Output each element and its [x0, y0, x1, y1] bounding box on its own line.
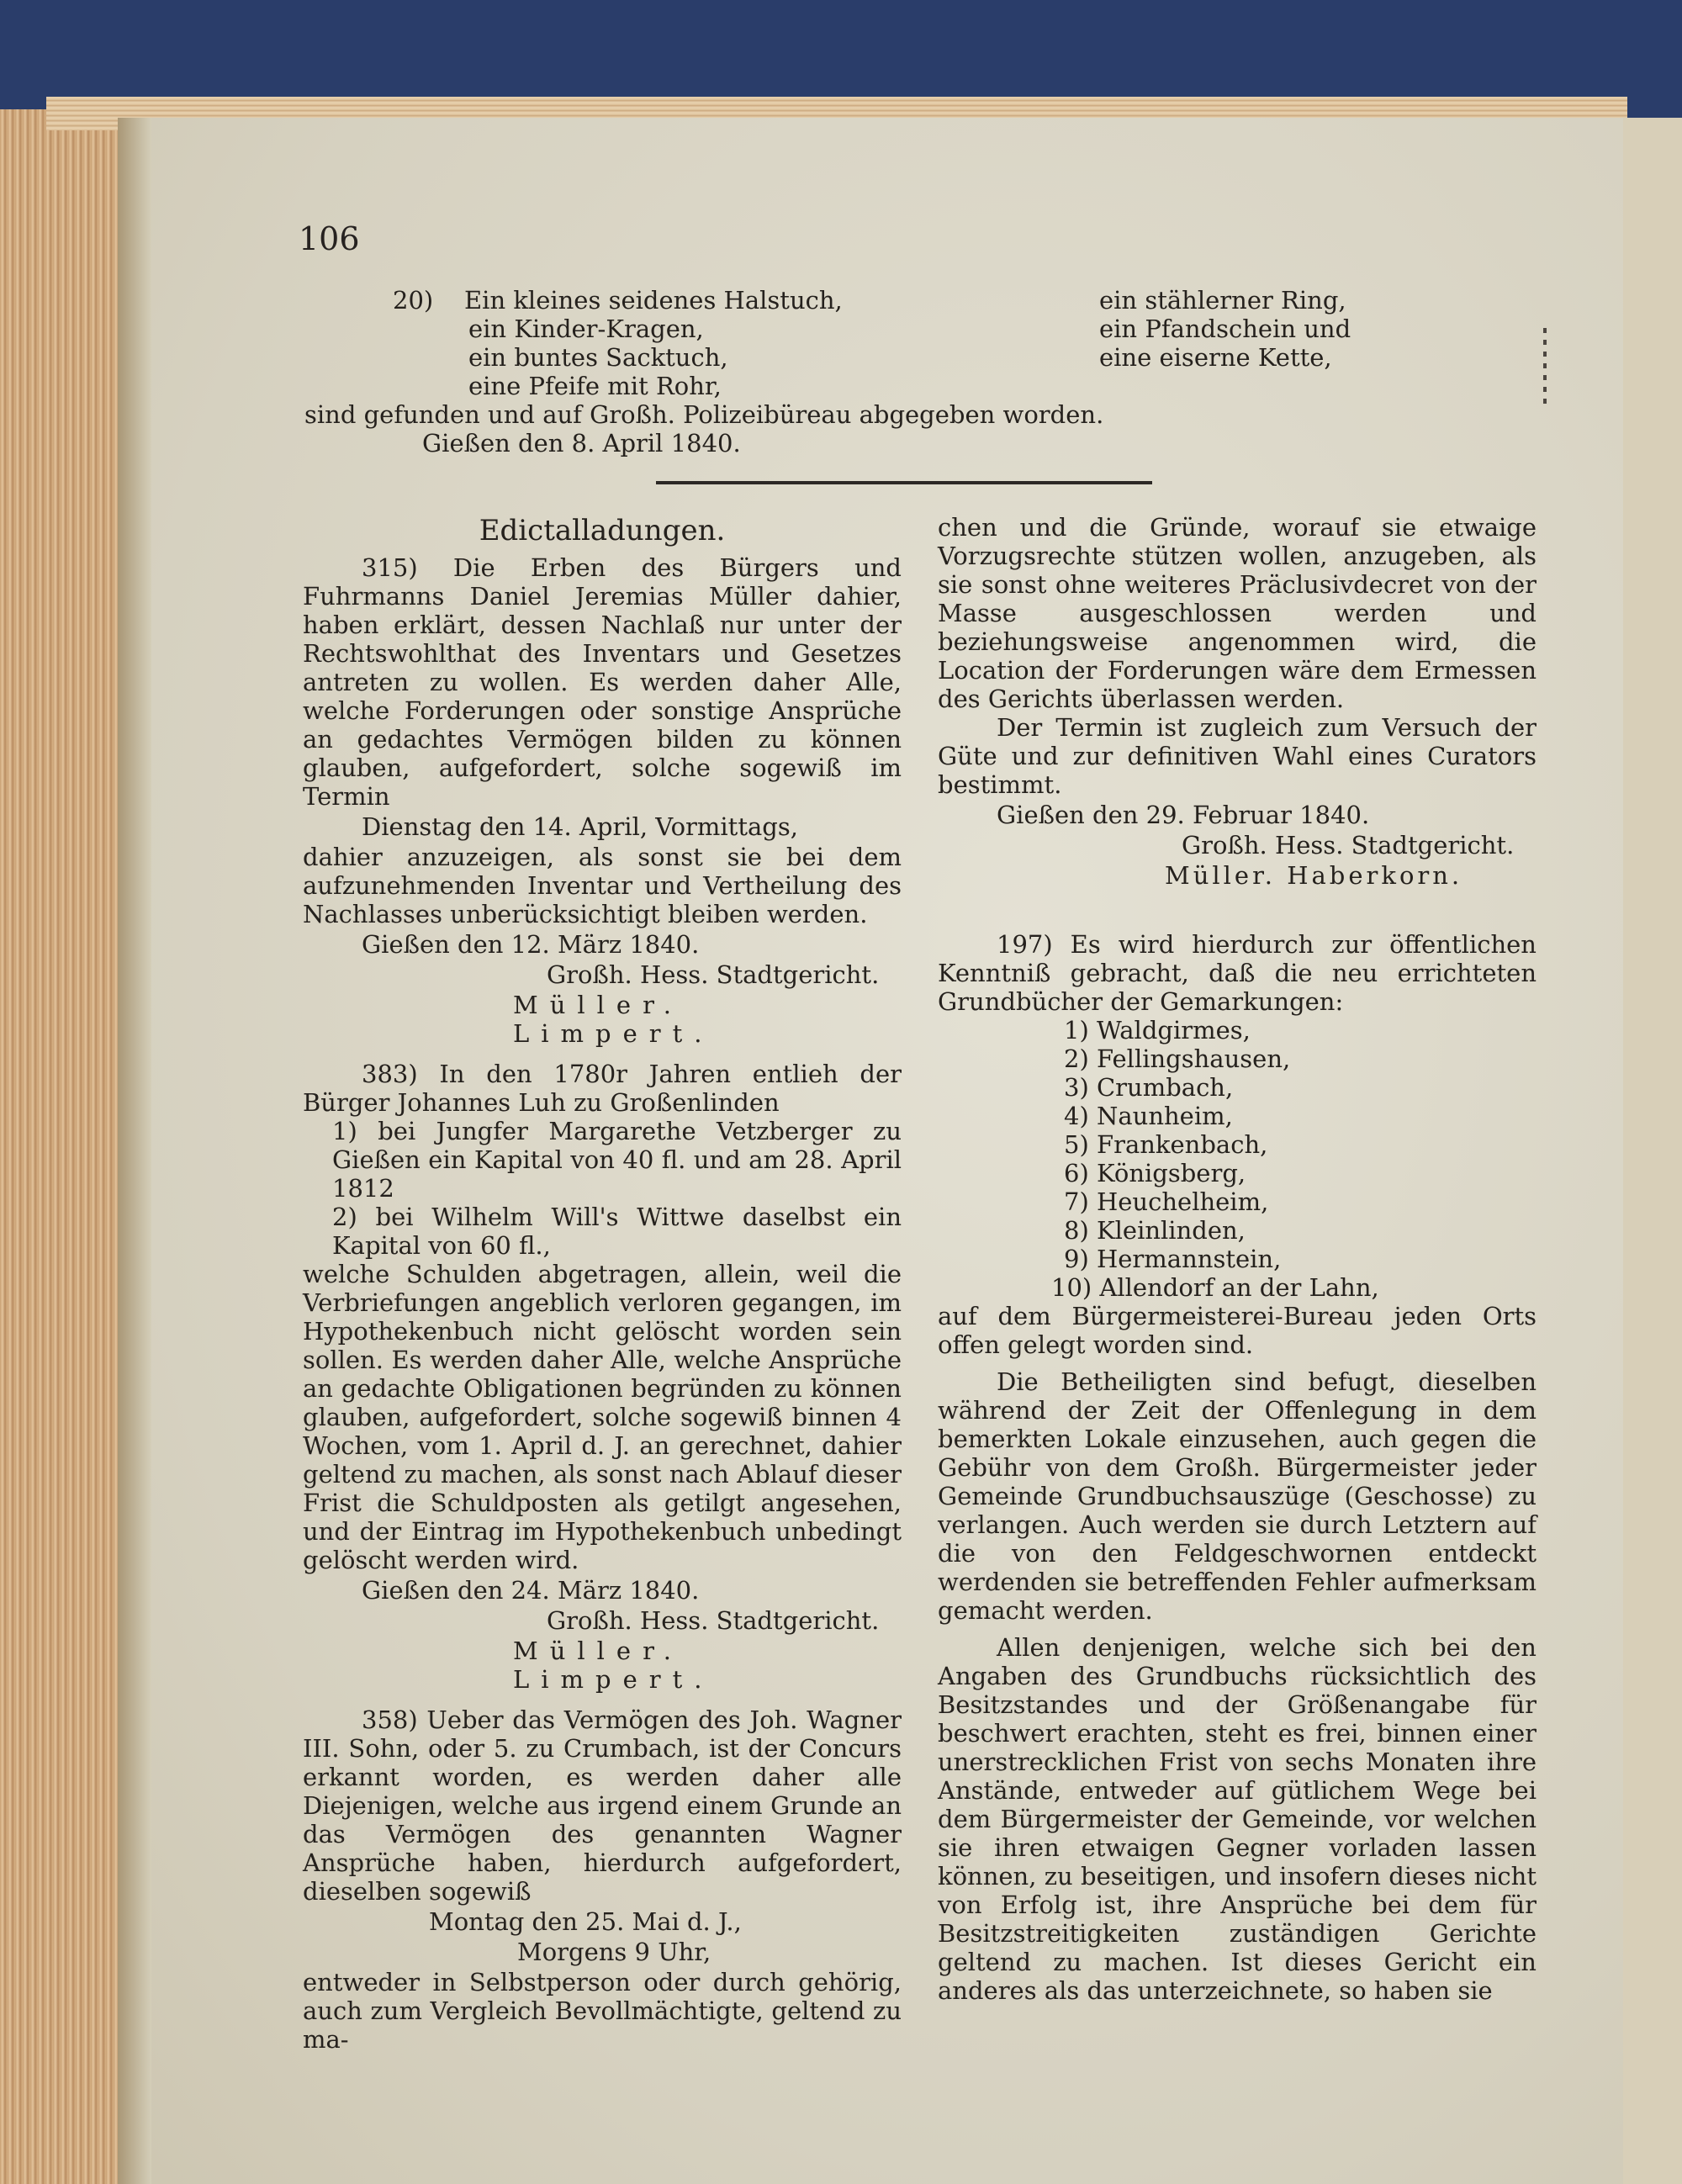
right-column: [938, 505, 1537, 2005]
found-date: Gießen den 8. April 1840.: [422, 429, 741, 457]
place-item: 4) Naunheim,: [1064, 1102, 1233, 1130]
notice-358-place: Gießen den 29. Februar 1840.: [997, 801, 1370, 829]
notice-383-item2: [303, 1203, 902, 1260]
found-item: eine Pfeife mit Rohr,: [468, 372, 722, 400]
found-item: Ein kleines seidenes Halstuch,: [464, 286, 843, 315]
notice-315-text2: dahier anzuzeigen, als sonst sie bei dem aufzunehmenden Inventar und Vertheilung des Nachlasses unberücksichtigt bleiben werden.: [303, 843, 902, 928]
place-item: 2) Fellingshausen,: [1064, 1044, 1291, 1073]
notice-358-signature: Müller. Haberkorn.: [1165, 861, 1463, 890]
notice-315-signature: Müller. Limpert.: [513, 991, 714, 1048]
notice-197-text1: auf dem Bürgermeisterei-Bureau jeden Orts offen gelegt worden sind.: [938, 1302, 1537, 1359]
notice-383-text: welche Schulden abgetragen, allein, weil die Verbriefungen angeblich verloren gegangen, im Hypothekenbuch nicht gelöscht worden sein sollen. Es werden daher Alle, welche Ansprüche an gedachte Obligationen begründen zu können glauben, aufgefordert, solche sogewiß binnen 4 Wochen, vom 1. April d. J. an gerechnet, dahier geltend zu machen, als sonst nach Ablauf dieser Frist die Schuldposten als getilgt angesehen, und der Eintrag im Hypothekenbuch unbedingt gelöscht werden wird.: [303, 1260, 902, 1574]
notice-383-item2-num: 2): [332, 1203, 357, 1231]
found-closing: sind gefunden und auf Großh. Polizeibüreau abgegeben worden.: [304, 400, 1104, 429]
found-item: ein Kinder-Kragen,: [468, 315, 704, 343]
notice-197-text2: Die Betheiligten sind befugt, dieselben während der Zeit der Offenlegung in dem bemerkten Lokale einzusehen, auch gegen die Gebühr von dem Großh. Bürgermeister jeder Gemeinde Grundbuchsauszüge (Geschosse) zu verlangen. Auch werden sie durch Letztern auf die von den Feldgeschwornen entdeckt werdenden sie betreffenden Fehler aufmerksam gemacht werden.: [938, 1367, 1537, 1625]
place-item: 9) Hermannstein,: [1064, 1245, 1282, 1273]
notice-383-signature: Müller. Limpert.: [513, 1637, 714, 1694]
notice-358-continued-b: Der Termin ist zugleich zum Versuch der Güte und zur definitiven Wahl eines Curators bestimmt.: [938, 713, 1537, 799]
found-item: ein buntes Sacktuch,: [468, 343, 728, 372]
notice-358-continued: chen und die Gründe, worauf sie etwaige Vorzugsrechte stützen wollen, anzugeben, als sie sonst ohne weiteres Präclusivdecret von der Masse ausgeschlossen werden und beziehungsweise angenommen wird, die Location der Forderungen wäre dem Ermessen des Gerichts überlassen werden.: [938, 513, 1537, 713]
found-item: ein stählerner Ring,: [1099, 286, 1346, 315]
notice-315-court: Großh. Hess. Stadtgericht.: [547, 960, 880, 989]
notice-383-item1-num: 1): [332, 1117, 357, 1145]
notice-315-text: 315) Die Erben des Bürgers und Fuhrmanns Daniel Jeremias Müller dahier, haben erklärt, dessen Nachlaß nur unter der Rechtswohlthat des Inventars und Gesetzes antreten zu wollen. Es werden daher Alle, welche Forderungen oder sonstige Ansprüche an gedachtes Vermögen bilden zu können glauben, aufgefordert, solche sogewiß im Termin: [303, 553, 902, 811]
notice-358-term1: Montag den 25. Mai d. J.,: [429, 1907, 742, 1936]
spacer: [938, 902, 1537, 930]
place-item: 6) Königsberg,: [1064, 1159, 1246, 1187]
notice-383-item2-text: bei Wilhelm Will's Wittwe daselbst ein Kapital von 60 fl.,: [332, 1203, 902, 1260]
left-column: [303, 505, 902, 2054]
found-number: 20): [393, 286, 434, 315]
notice-197-intro: 197) Es wird hierdurch zur öffentlichen Kenntniß gebracht, daß die neu errichteten Grundbücher der Gemarkungen:: [938, 930, 1537, 1016]
notice-383-item1-text: bei Jungfer Margarethe Vetzberger zu Gießen ein Kapital von 40 fl. und am 28. April 1812: [332, 1117, 902, 1203]
section-divider: [656, 481, 1152, 484]
notice-383-court: Großh. Hess. Stadtgericht.: [547, 1606, 880, 1635]
place-item: 5) Frankenbach,: [1064, 1130, 1268, 1159]
section-heading: Edictalladungen.: [479, 514, 726, 547]
page-number: 106: [299, 220, 360, 257]
notice-383-intro: 383) In den 1780r Jahren entlieh der Bürger Johannes Luh zu Großenlinden: [303, 1060, 902, 1117]
place-item: 7) Heuchelheim,: [1064, 1187, 1269, 1216]
found-item: eine eiserne Kette,: [1099, 343, 1332, 372]
place-item: 10) Allendorf an der Lahn,: [1051, 1273, 1379, 1302]
place-item: 8) Kleinlinden,: [1064, 1216, 1246, 1245]
notice-383-item1: [303, 1117, 902, 1203]
found-item: ein Pfandschein und: [1099, 315, 1351, 343]
notice-358-court: Großh. Hess. Stadtgericht.: [1182, 831, 1515, 859]
notice-383-place: Gießen den 24. März 1840.: [362, 1576, 700, 1605]
notice-358-term2: Morgens 9 Uhr,: [517, 1938, 711, 1966]
notice-315-term: Dienstag den 14. April, Vormittags,: [362, 812, 798, 841]
notice-315-place: Gießen den 12. März 1840.: [362, 930, 700, 959]
place-item: 3) Crumbach,: [1064, 1073, 1234, 1102]
found-items-notice: [304, 286, 1398, 471]
next-page-edge: [1615, 118, 1682, 2184]
notice-197-text3: Allen denjenigen, welche sich bei den Angaben des Grundbuchs rücksichtlich des Besitzstandes und der Größenangabe für beschwert erachten, steht es frei, binnen einer unerstrecklichen Frist von sechs Monaten ihre Anstände, entweder auf gütlichem Wege bei dem Bürgermeister der Gemeinde, vor welchen sie ihren etwaigen Gegner vorladen lassen können, zu beseitigen, und insofern dieses nicht von Erfolg ist, ihre Ansprüche bei dem für Besitzstreitigkeiten zuständigen Gerichte geltend zu machen. Ist dieses Gericht ein anderes als das unterzeichnete, so haben sie: [938, 1633, 1537, 2005]
page-gutter: [118, 118, 151, 2184]
notice-358-text2: entweder in Selbstperson oder durch gehörig, auch zum Vergleich Bevollmächtigte, geltend zu ma-: [303, 1968, 902, 2054]
place-item: 1) Waldgirmes,: [1064, 1016, 1251, 1044]
notice-358-text: 358) Ueber das Vermögen des Joh. Wagner III. Sohn, oder 5. zu Crumbach, ist der Concurs erkannt worden, es werden daher alle Diejenigen, welche aus irgend einem Grunde an das Vermögen des genannten Wagner Ansprüche haben, hierdurch aufgefordert, dieselben sogewiß: [303, 1705, 902, 1906]
margin-mark: [1543, 328, 1547, 404]
